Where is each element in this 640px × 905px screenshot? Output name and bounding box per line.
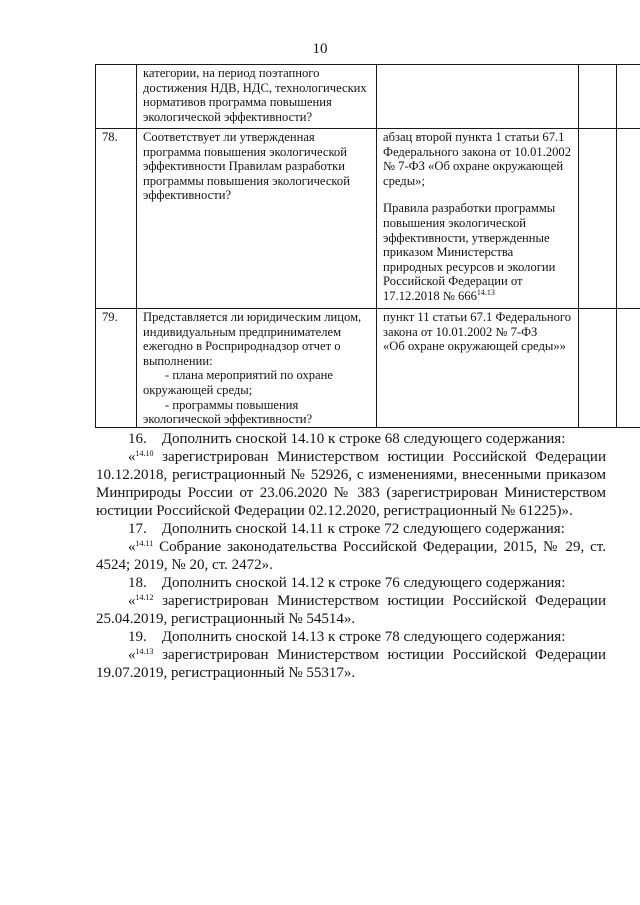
note-cell [617, 65, 640, 129]
footnote-ref: 14.13 [476, 287, 495, 297]
footnote-14-13-text: «$^{14.13}$ зарегистрирован Министерством юстиции Российской Федерации 19.07.2019, регистрационный № 55317». [96, 647, 606, 681]
legal-basis-cell: абзац второй пункта 1 статьи 67.1 Федерального закона от 10.01.2002 № 7-ФЗ «Об охране окружающей среды»; Правила разработки программы повышения экологической эффективности, утвержденные приказом Министерства природных ресурсов и экологии Российской Федерации от 17.12.2018 № $666^{14.13}$ [377, 129, 579, 309]
amendment-17-heading: 17. Дополнить сноской 14.11 к строке 72 следующего содержания: [128, 521, 565, 537]
answer-cell [579, 129, 617, 309]
requirements-table [95, 64, 640, 428]
question-cell: Представляется ли юридическим лицом, индивидуальным предпринимателем ежегодно в Росприроднадзор отчет о выполнении: - плана мероприятий по охране окружающей среды; - программы повышения экологической эффективности? [137, 309, 377, 428]
amendments-text [96, 430, 606, 682]
footnote-mark: 14.10 [135, 449, 154, 458]
legal-basis-cell: пункт 11 статьи 67.1 Федерального закона от 10.01.2002 № 7-ФЗ «Об охране окружающей среды»» [377, 309, 579, 428]
amendment-18-heading: 18. Дополнить сноской 14.12 к строке 76 следующего содержания: [128, 575, 566, 591]
footnote-mark: 14.13 [135, 647, 154, 656]
answer-cell [579, 65, 617, 129]
legal-basis-cell [377, 65, 579, 129]
footnote-14-11-text: «$^{14.11}$ Собрание законодательства Российской Федерации, 2015, № 29, ст. 4524; 2019, № 20, ст. 2472». [96, 539, 606, 573]
answer-cell [579, 309, 617, 428]
amendment-16-heading: 16. Дополнить сноской 14.10 к строке 68 следующего содержания: [128, 431, 566, 447]
question-cell: категории, на период поэтапного достижения НДВ, НДС, технологических нормативов программа повышения экологической эффективности? [137, 65, 377, 129]
note-cell [617, 309, 640, 428]
amendment-19-heading: 19. Дополнить сноской 14.13 к строке 78 следующего содержания: [128, 629, 566, 645]
footnote-14-10-text: «$^{14.10}$ зарегистрирован Министерством юстиции Российской Федерации 10.12.2018, регистрационный № 52926, с изменениями, внесенными приказом Минприроды России от 23.06.2020 № 383 (зарегистрирован Министерством юстиции Российской Федерации 02.12.2020, регистрационный № 61225)». [96, 449, 606, 519]
page-number: 10 [312, 41, 328, 57]
table-row [96, 129, 640, 309]
row-number-cell: 78. [96, 129, 137, 309]
row-number-cell [96, 65, 137, 129]
table-row [96, 309, 640, 428]
footnote-mark: 14.11 [135, 539, 154, 548]
footnote-mark: 14.12 [135, 593, 154, 602]
row-number-cell: 79. [96, 309, 137, 428]
note-cell [617, 129, 640, 309]
table-row [96, 65, 640, 129]
question-cell: Соответствует ли утвержденная программа повышения экологической эффективности Правилам разработки программы повышения экологической эффективности? [137, 129, 377, 309]
footnote-14-12-text: «$^{14.12}$ зарегистрирован Министерством юстиции Российской Федерации 25.04.2019, регистрационный № 54514». [96, 593, 606, 627]
